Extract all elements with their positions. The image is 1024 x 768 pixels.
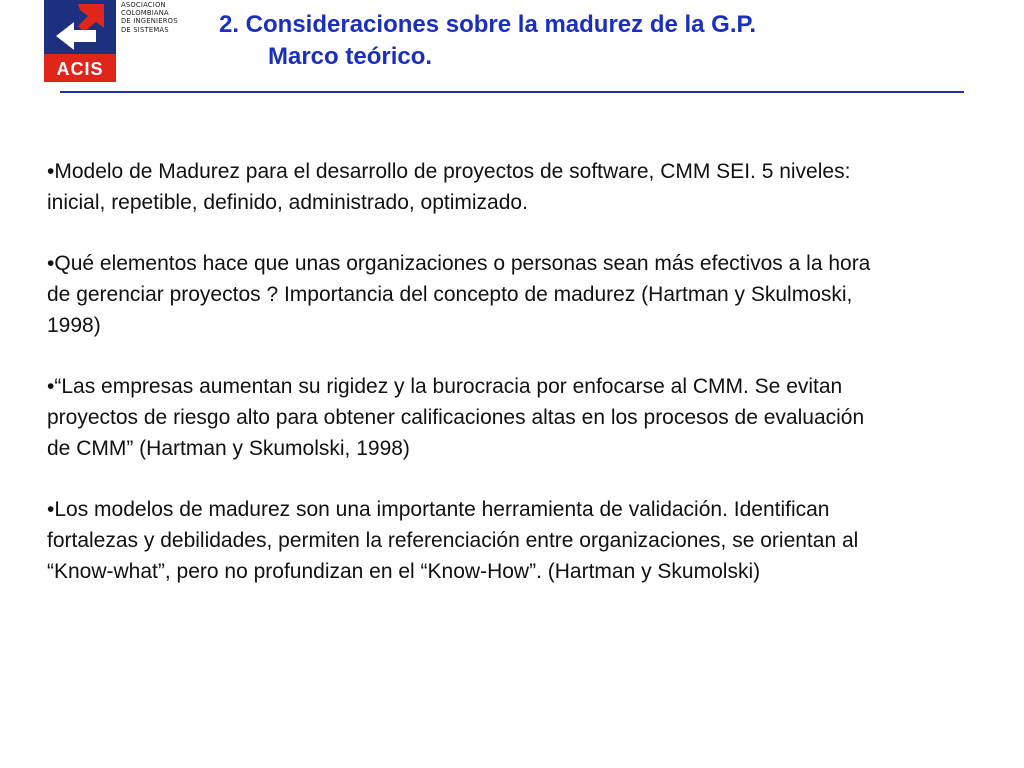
- slide-title-line2: Marco teórico.: [268, 43, 433, 70]
- bullet-marker: •: [47, 160, 55, 183]
- bullet-item: [47, 494, 877, 587]
- bullet-text: Los modelos de madurez son una importante herramienta de validación. Identifican fortalezas y debilidades, permiten la referenciación entre organizaciones, se orientan al “Know-what”, pero no profundizan en el “Know-How”. (Hartman y Skumolski): [47, 498, 859, 583]
- logo-org-line: DE SISTEMAS: [121, 25, 169, 34]
- bullet-marker: •: [47, 252, 55, 275]
- bullet-marker: •: [47, 375, 55, 398]
- logo-wordmark: ACIS: [56, 59, 104, 79]
- bullet-text: Qué elementos hace que unas organizaciones o personas sean más efectivos a la hora de gerenciar proyectos ? Importancia del concepto de madurez (Hartman y Skulmoski, 1998): [47, 252, 871, 337]
- bullet-text: “Las empresas aumentan su rigidez y la burocracia por enfocarse al CMM. Se evitan proyectos de riesgo alto para obtener calificaciones altas en los procesos de evaluación de CMM” (Hartman y Skumolski, 1998): [47, 375, 865, 460]
- logo-org-line: ASOCIACION: [121, 1, 166, 9]
- logo-org-line: COLOMBIANA: [121, 9, 169, 18]
- bullet-marker: •: [47, 498, 55, 521]
- slide-title-line1: 2. Consideraciones sobre la madurez de la G.P.: [219, 11, 757, 38]
- acis-logo-mark: [44, 0, 116, 82]
- bullet-list: [47, 156, 877, 617]
- bullet-item: [47, 248, 877, 341]
- acis-logo: [44, 0, 194, 82]
- slide-title: [219, 9, 756, 73]
- logo-org-line: DE INGENIEROS: [121, 17, 178, 26]
- bullet-text: Modelo de Madurez para el desarrollo de proyectos de software, CMM SEI. 5 niveles: inicial, repetible, definido, administrado, optimizado.: [47, 160, 851, 214]
- bullet-item: [47, 371, 877, 464]
- title-divider: [60, 91, 964, 93]
- logo-org-name: [121, 1, 201, 34]
- bullet-item: [47, 156, 877, 218]
